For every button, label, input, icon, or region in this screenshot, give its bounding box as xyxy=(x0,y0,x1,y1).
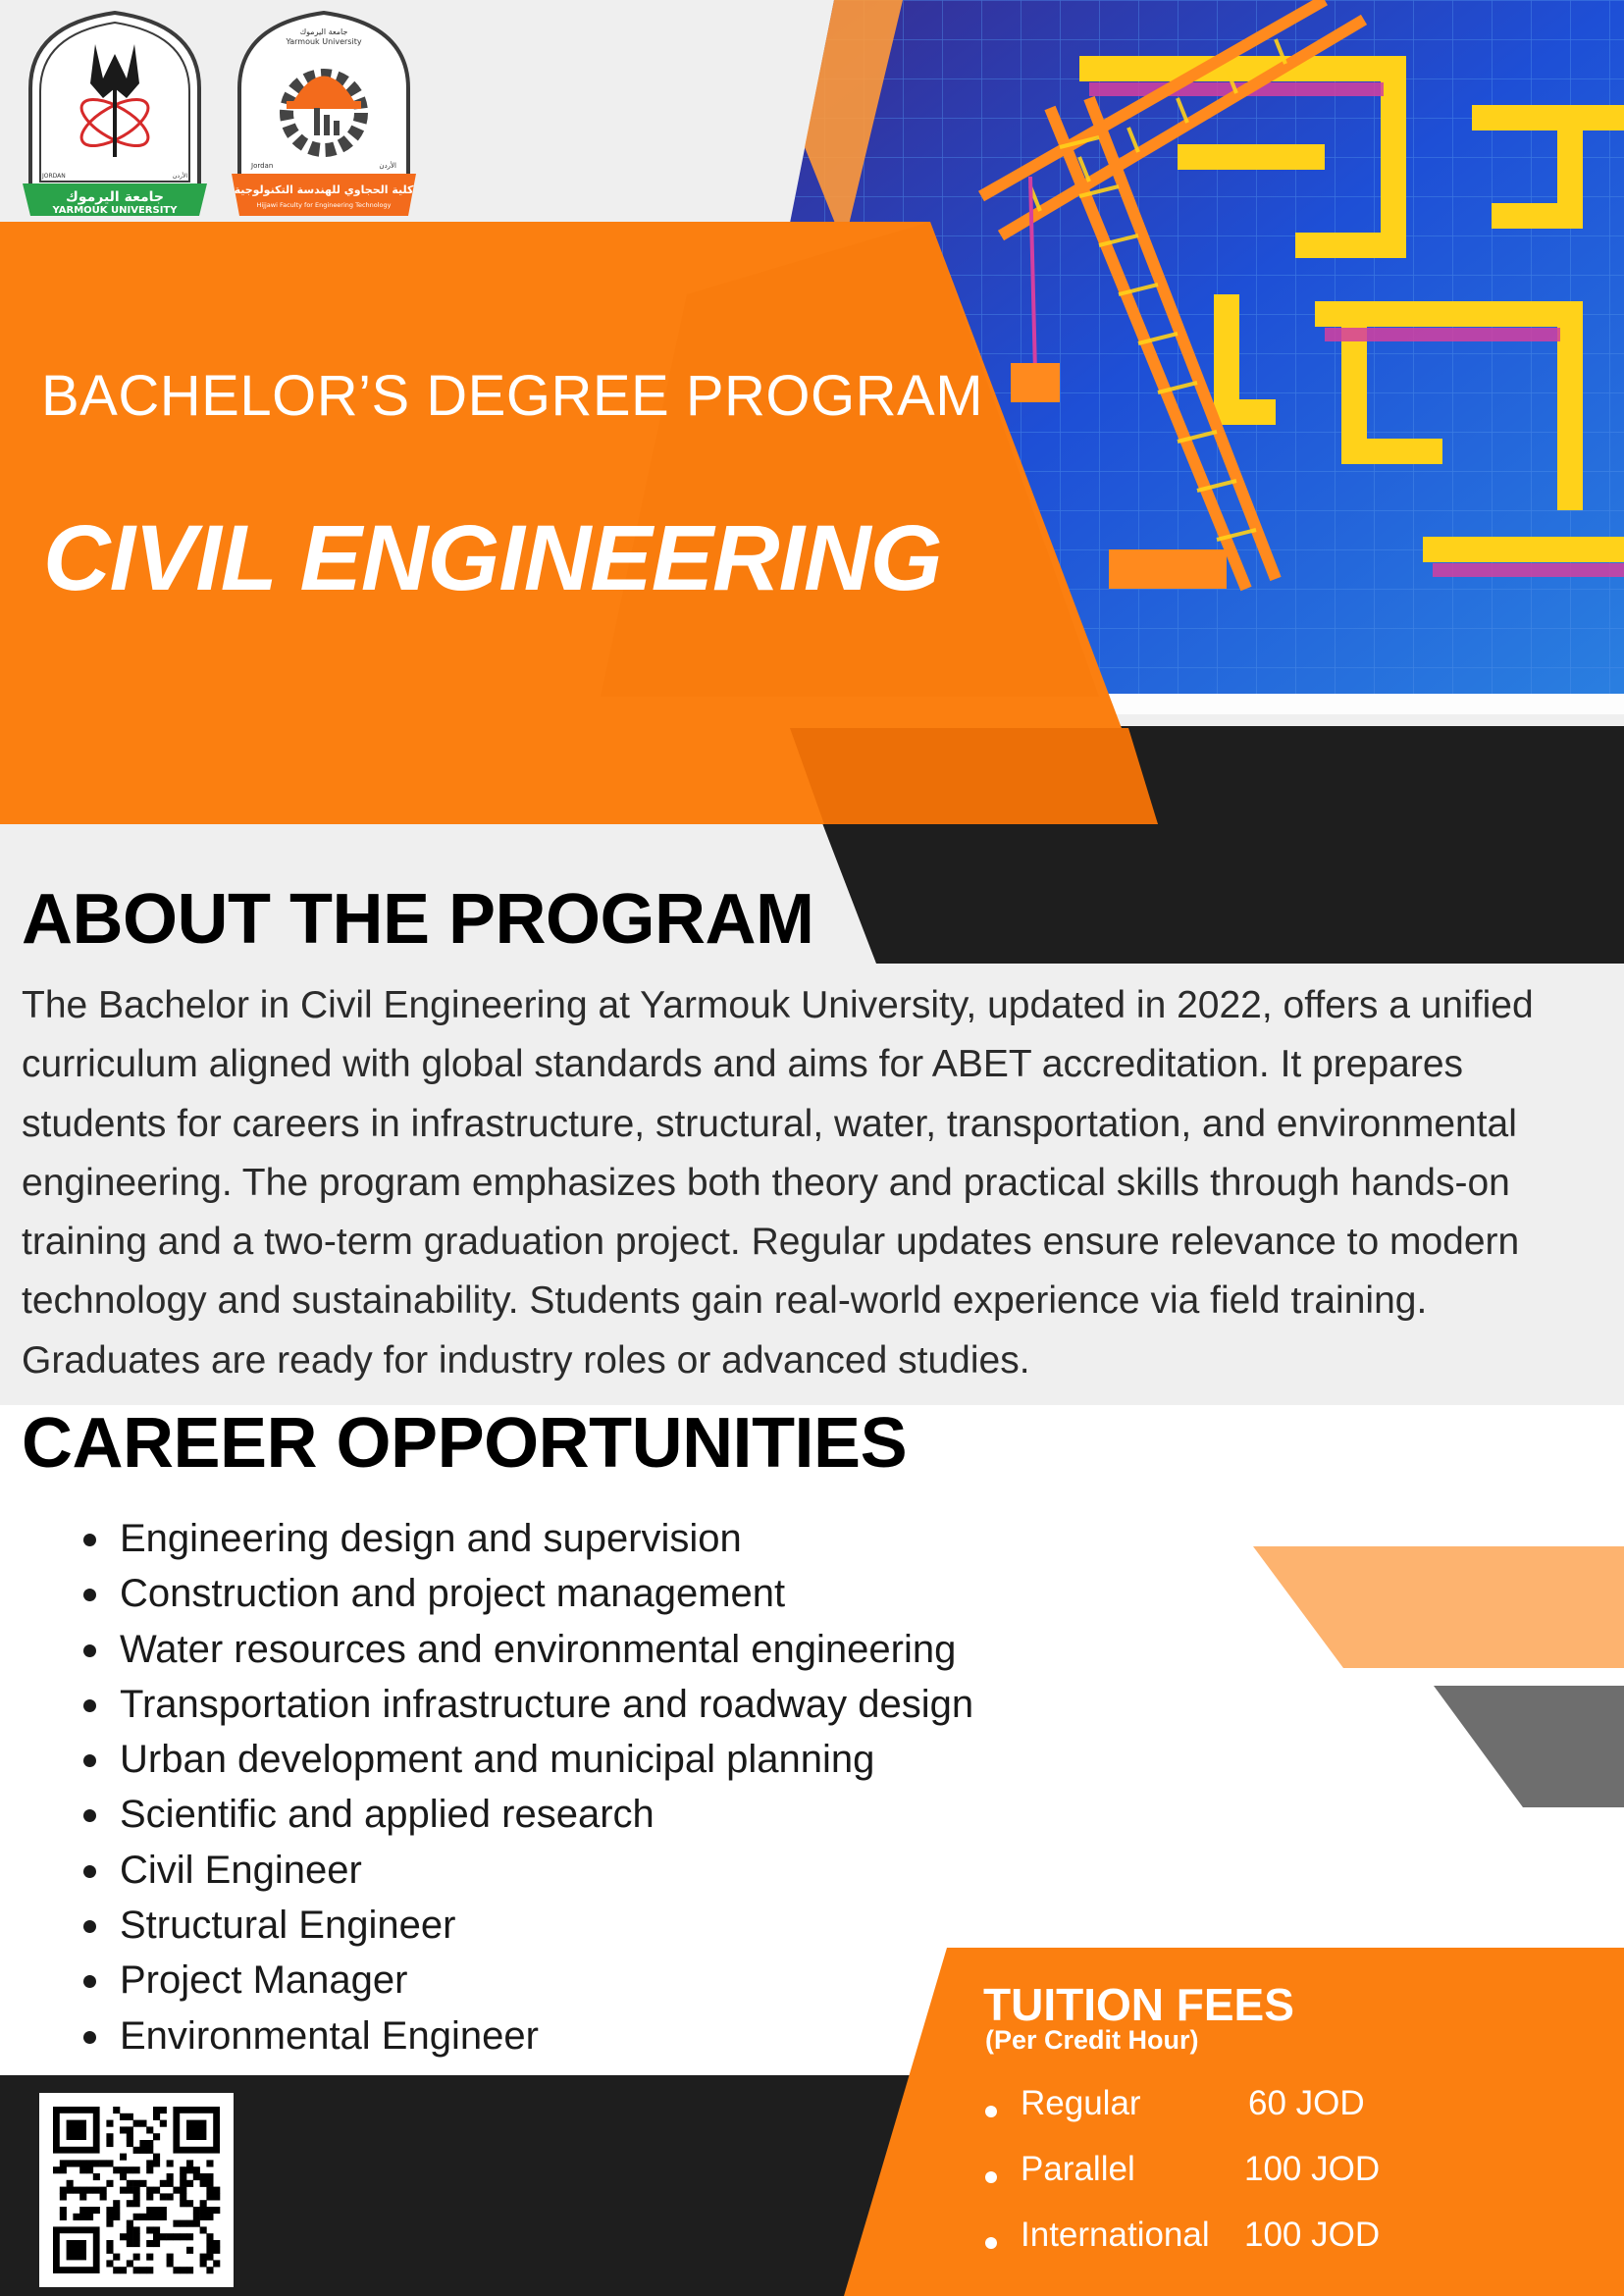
program-subtitle: BACHELOR’S DEGREE PROGRAM xyxy=(41,364,984,428)
list-item: Urban development and municipal planning xyxy=(0,1732,973,1787)
list-item: Construction and project management xyxy=(0,1566,973,1621)
careers-heading: CAREER OPPORTUNITIES xyxy=(22,1404,908,1483)
fees-title: TUITION FEES xyxy=(983,1979,1294,2030)
list-item: Structural Engineer xyxy=(0,1898,973,1953)
list-item: Water resources and environmental engineering xyxy=(0,1622,973,1677)
list-item: Engineering design and supervision xyxy=(0,1511,973,1566)
bullet-icon xyxy=(985,2237,997,2249)
hijjawi-logo-side-left: Jordan xyxy=(251,162,274,170)
hijjawi-logo-side-right: الأردن xyxy=(379,162,396,170)
fee-amount: 100 JOD xyxy=(1244,2150,1381,2188)
hijjawi-logo-text-ar: كلية الحجاوي للهندسة التكنولوجية xyxy=(234,183,414,196)
fee-amount: 60 JOD xyxy=(1248,2084,1365,2122)
hijjawi-faculty-logo xyxy=(226,5,422,221)
hijjawi-logo-top-en: Yarmouk University xyxy=(286,37,362,46)
fee-type: Parallel xyxy=(1021,2150,1135,2188)
qr-code[interactable] xyxy=(39,2093,234,2287)
yarmouk-logo-side-right: الأردن xyxy=(172,173,187,180)
bullet-icon xyxy=(985,2106,997,2117)
yarmouk-logo-text-en: YARMOUK UNIVERSITY xyxy=(52,205,178,216)
about-heading: ABOUT THE PROGRAM xyxy=(22,880,814,959)
list-item: Transportation infrastructure and roadway design xyxy=(0,1677,973,1732)
fees-subtitle: (Per Credit Hour) xyxy=(985,2025,1199,2055)
list-item: Civil Engineer xyxy=(0,1843,973,1898)
list-item: Scientific and applied research xyxy=(0,1787,973,1842)
fee-type: Regular xyxy=(1021,2084,1141,2122)
program-title: CIVIL ENGINEERING xyxy=(43,506,942,610)
fee-type: International xyxy=(1021,2216,1210,2254)
hero-panel-accent xyxy=(790,728,1158,824)
career-list xyxy=(0,1511,973,2063)
hijjawi-logo-text-en: Hijjawi Faculty for Engineering Technology xyxy=(256,201,392,209)
about-text: The Bachelor in Civil Engineering at Yarmouk University, updated in 2022, offers a unified curriculum aligned with global standards and aims for ABET accreditation. It prepares students for careers in infrastructure, structural, water, transportation, and environmental engineering. The program emphasizes both theory and practical skills through hands-on training and a two-term graduation project. Regular updates ensure relevance to modern technology and sustainability. Students gain real-world experience via field training. Graduates are ready for industry roles or advanced studies. xyxy=(22,984,1534,1382)
yarmouk-logo-side-left: JORDAN xyxy=(42,173,66,180)
fee-amount: 100 JOD xyxy=(1244,2216,1381,2254)
qr-code-icon xyxy=(39,2093,234,2287)
yarmouk-university-logo xyxy=(17,5,213,221)
list-item: Environmental Engineer xyxy=(0,2009,973,2063)
hijjawi-logo-top-ar: جامعة اليرموك xyxy=(299,27,348,36)
list-item: Project Manager xyxy=(0,1953,973,2008)
yarmouk-logo-text-ar: جامعة اليرموك xyxy=(65,189,165,205)
bullet-icon xyxy=(985,2171,997,2183)
